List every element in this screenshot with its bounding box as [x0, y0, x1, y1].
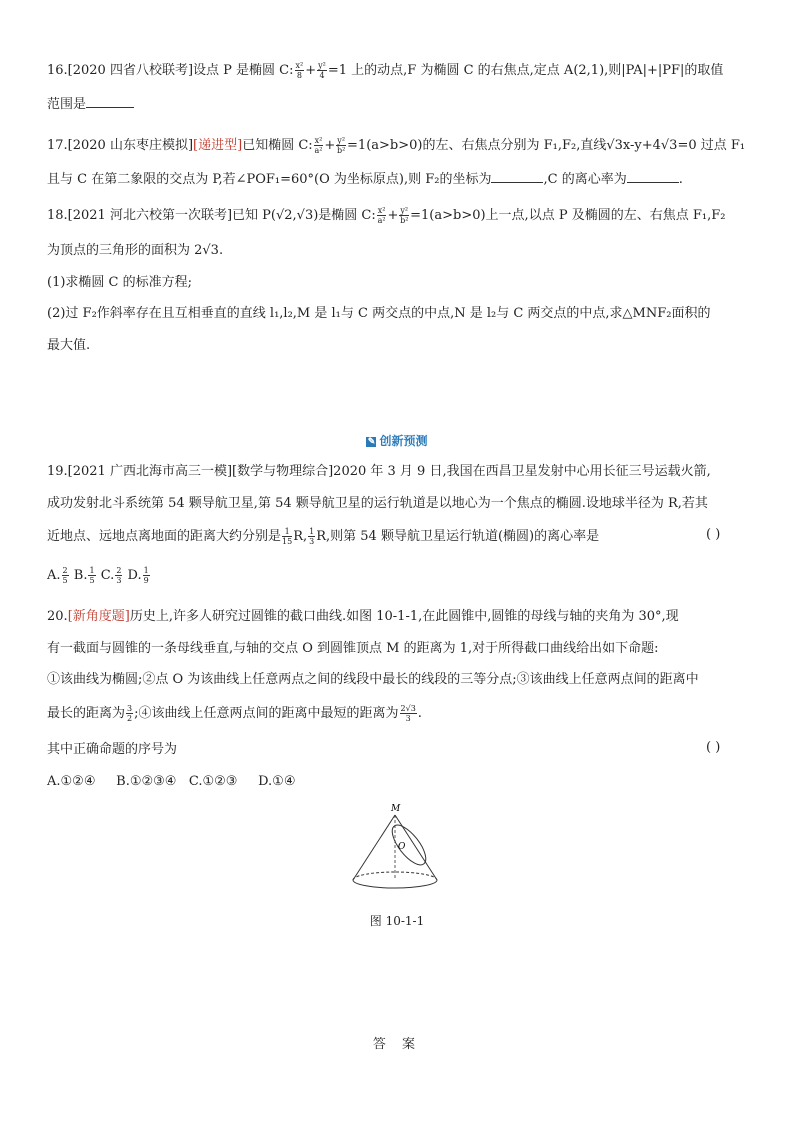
tag-label: [新角度题]	[67, 609, 130, 624]
q18-sub1: (1)求椭圆 C 的标准方程;	[47, 275, 193, 290]
tag-label: [递进型]	[193, 138, 243, 153]
q16-line2: 范围是	[47, 95, 747, 115]
label-m: M	[391, 804, 401, 814]
fraction: $\frac{\text{x²}}{\text{a²}}$	[377, 206, 386, 225]
choice-a: A. $\frac{2}{5}$	[47, 566, 68, 585]
cross-section-ellipse	[386, 820, 431, 870]
q19-line2: 成功发射北斗系统第 54 颗导航卫星,第 54 颗导航卫星的运行轨道是以地心为一个焦点的椭圆.设地球半径为 R,若其	[47, 496, 708, 511]
answer-blank	[627, 170, 679, 183]
fraction: $\frac{3}{2}$	[127, 704, 133, 723]
fraction: $\frac{1}{3}$	[309, 527, 315, 546]
answer-blank	[491, 170, 543, 183]
answer-blank	[86, 95, 134, 108]
q17-line2: 且与 C 在第二象限的交点为 P,若∠POF₁=60°(O 为坐标原点),则 F₂的坐标为 ,C 的离心率为 .	[47, 172, 683, 187]
choice-b: B. $\frac{1}{5}$	[73, 566, 95, 585]
q17-line1: 17.[2020 山东枣庄模拟][递进型]已知椭圆 C: $\frac{\text{x²}}{\text{a²}}$ + $\frac{\text{y²}}{\text{b²}}$ =1(a>b>0)的左、右焦点分别为 F₁,F₂,直线√3x-y+4√3=0 过点 F₁	[47, 136, 746, 155]
fraction: $\frac{1}{15}$	[282, 527, 293, 546]
pencil-icon: ✎	[367, 436, 376, 447]
q19-line1: 19.[2021 广西北海市高三一模][数学与物理综合]2020 年 3 月 9 日,我国在西昌卫星发射中心用长征三号运载火箭,	[47, 464, 711, 479]
answer-paren: ( )	[706, 527, 721, 542]
fraction: $\frac{\text{y²}}{4}$	[318, 61, 326, 80]
cone-left-edge	[353, 815, 395, 880]
choice-d: D. $\frac{1}{9}$	[127, 566, 149, 585]
cone-figure	[345, 800, 445, 895]
q20-line3: ①该曲线为椭圆;②点 O 为该曲线上任意两点之间的线段中最长的线段的三等分点;③该曲线上任意两点间的距离中	[47, 672, 699, 687]
label-o: O	[398, 842, 406, 852]
fraction: $\frac{\text{x²}}{\text{a²}}$	[314, 136, 323, 155]
fraction: $\frac{\text{x²}}{8}$	[295, 61, 304, 80]
base-front	[353, 880, 437, 888]
q18-sub2-line1: (2)过 F₂作斜率存在且互相垂直的直线 l₁,l₂,M 是 l₁与 C 两交点的中点,N 是 l₂与 C 两交点的中点,求△MNF₂面积的	[47, 306, 711, 321]
answer-heading: 答 案	[372, 1037, 422, 1052]
q20-line2: 有一截面与圆锥的一条母线垂直,与轴的交点 O 到圆锥顶点 M 的距离为 1,对于所得截口曲线给出如下命题:	[47, 641, 659, 656]
q18-line1: 18.[2021 河北六校第一次联考]已知 P(√2,√3)是椭圆 C: $\frac{\text{x²}}{\text{a²}}$ + $\frac{\text{y²}}{\text{b²}}$ =1(a>b>0)上一点,以点 P 及椭圆的左、右焦点 F₁,F₂	[47, 206, 726, 225]
q16-line1: 16.[2020 四省八校联考]设点 P 是椭圆 C: $\frac{\text{x²}}{8}$ + $\frac{\text{y²}}{4}$ =1 上的动点,F 为椭圆 C 的右焦点,定点 A(2,1),则|PA|+|PF|的取值	[47, 61, 724, 80]
q19-choices	[47, 566, 747, 586]
figure-caption: 图 10-1-1	[369, 914, 425, 928]
fraction: $\frac{\text{y²}}{\text{b²}}$	[400, 206, 409, 225]
q20-line1: 20.[新角度题]历史上,许多人研究过圆锥的截口曲线.如图 10-1-1,在此圆锥中,圆锥的母线与轴的夹角为 30°,现	[47, 609, 679, 624]
choice-c: C. $\frac{2}{3}$	[100, 566, 122, 585]
q20-line4: 最长的距离为 $\frac{3}{2}$ ;④该曲线上任意两点间的距离中最短的距离为 $\frac{2√3}{3}$ .	[47, 704, 422, 723]
q20-choices: A.①②④ B.①②③④ C.①②③ D.①④	[47, 774, 296, 789]
answer-paren: ( )	[706, 740, 721, 755]
q18-line2: 为顶点的三角形的面积为 2√3.	[47, 243, 224, 258]
fraction: $\frac{\text{y²}}{\text{b²}}$	[337, 136, 346, 155]
q20-line5: 其中正确命题的序号为	[47, 742, 178, 757]
fraction: $\frac{2√3}{3}$	[400, 704, 416, 723]
q19-line3: 近地点、远地点离地面的距离大约分别是 $\frac{1}{15}$ R, $\frac{1}{3}$ R,则第 54 颗导航卫星运行轨道(椭圆)的离心率是	[47, 527, 600, 546]
q18-sub2-line2: 最大值.	[47, 338, 91, 353]
section-title: ✎ 创新预测	[367, 434, 428, 448]
